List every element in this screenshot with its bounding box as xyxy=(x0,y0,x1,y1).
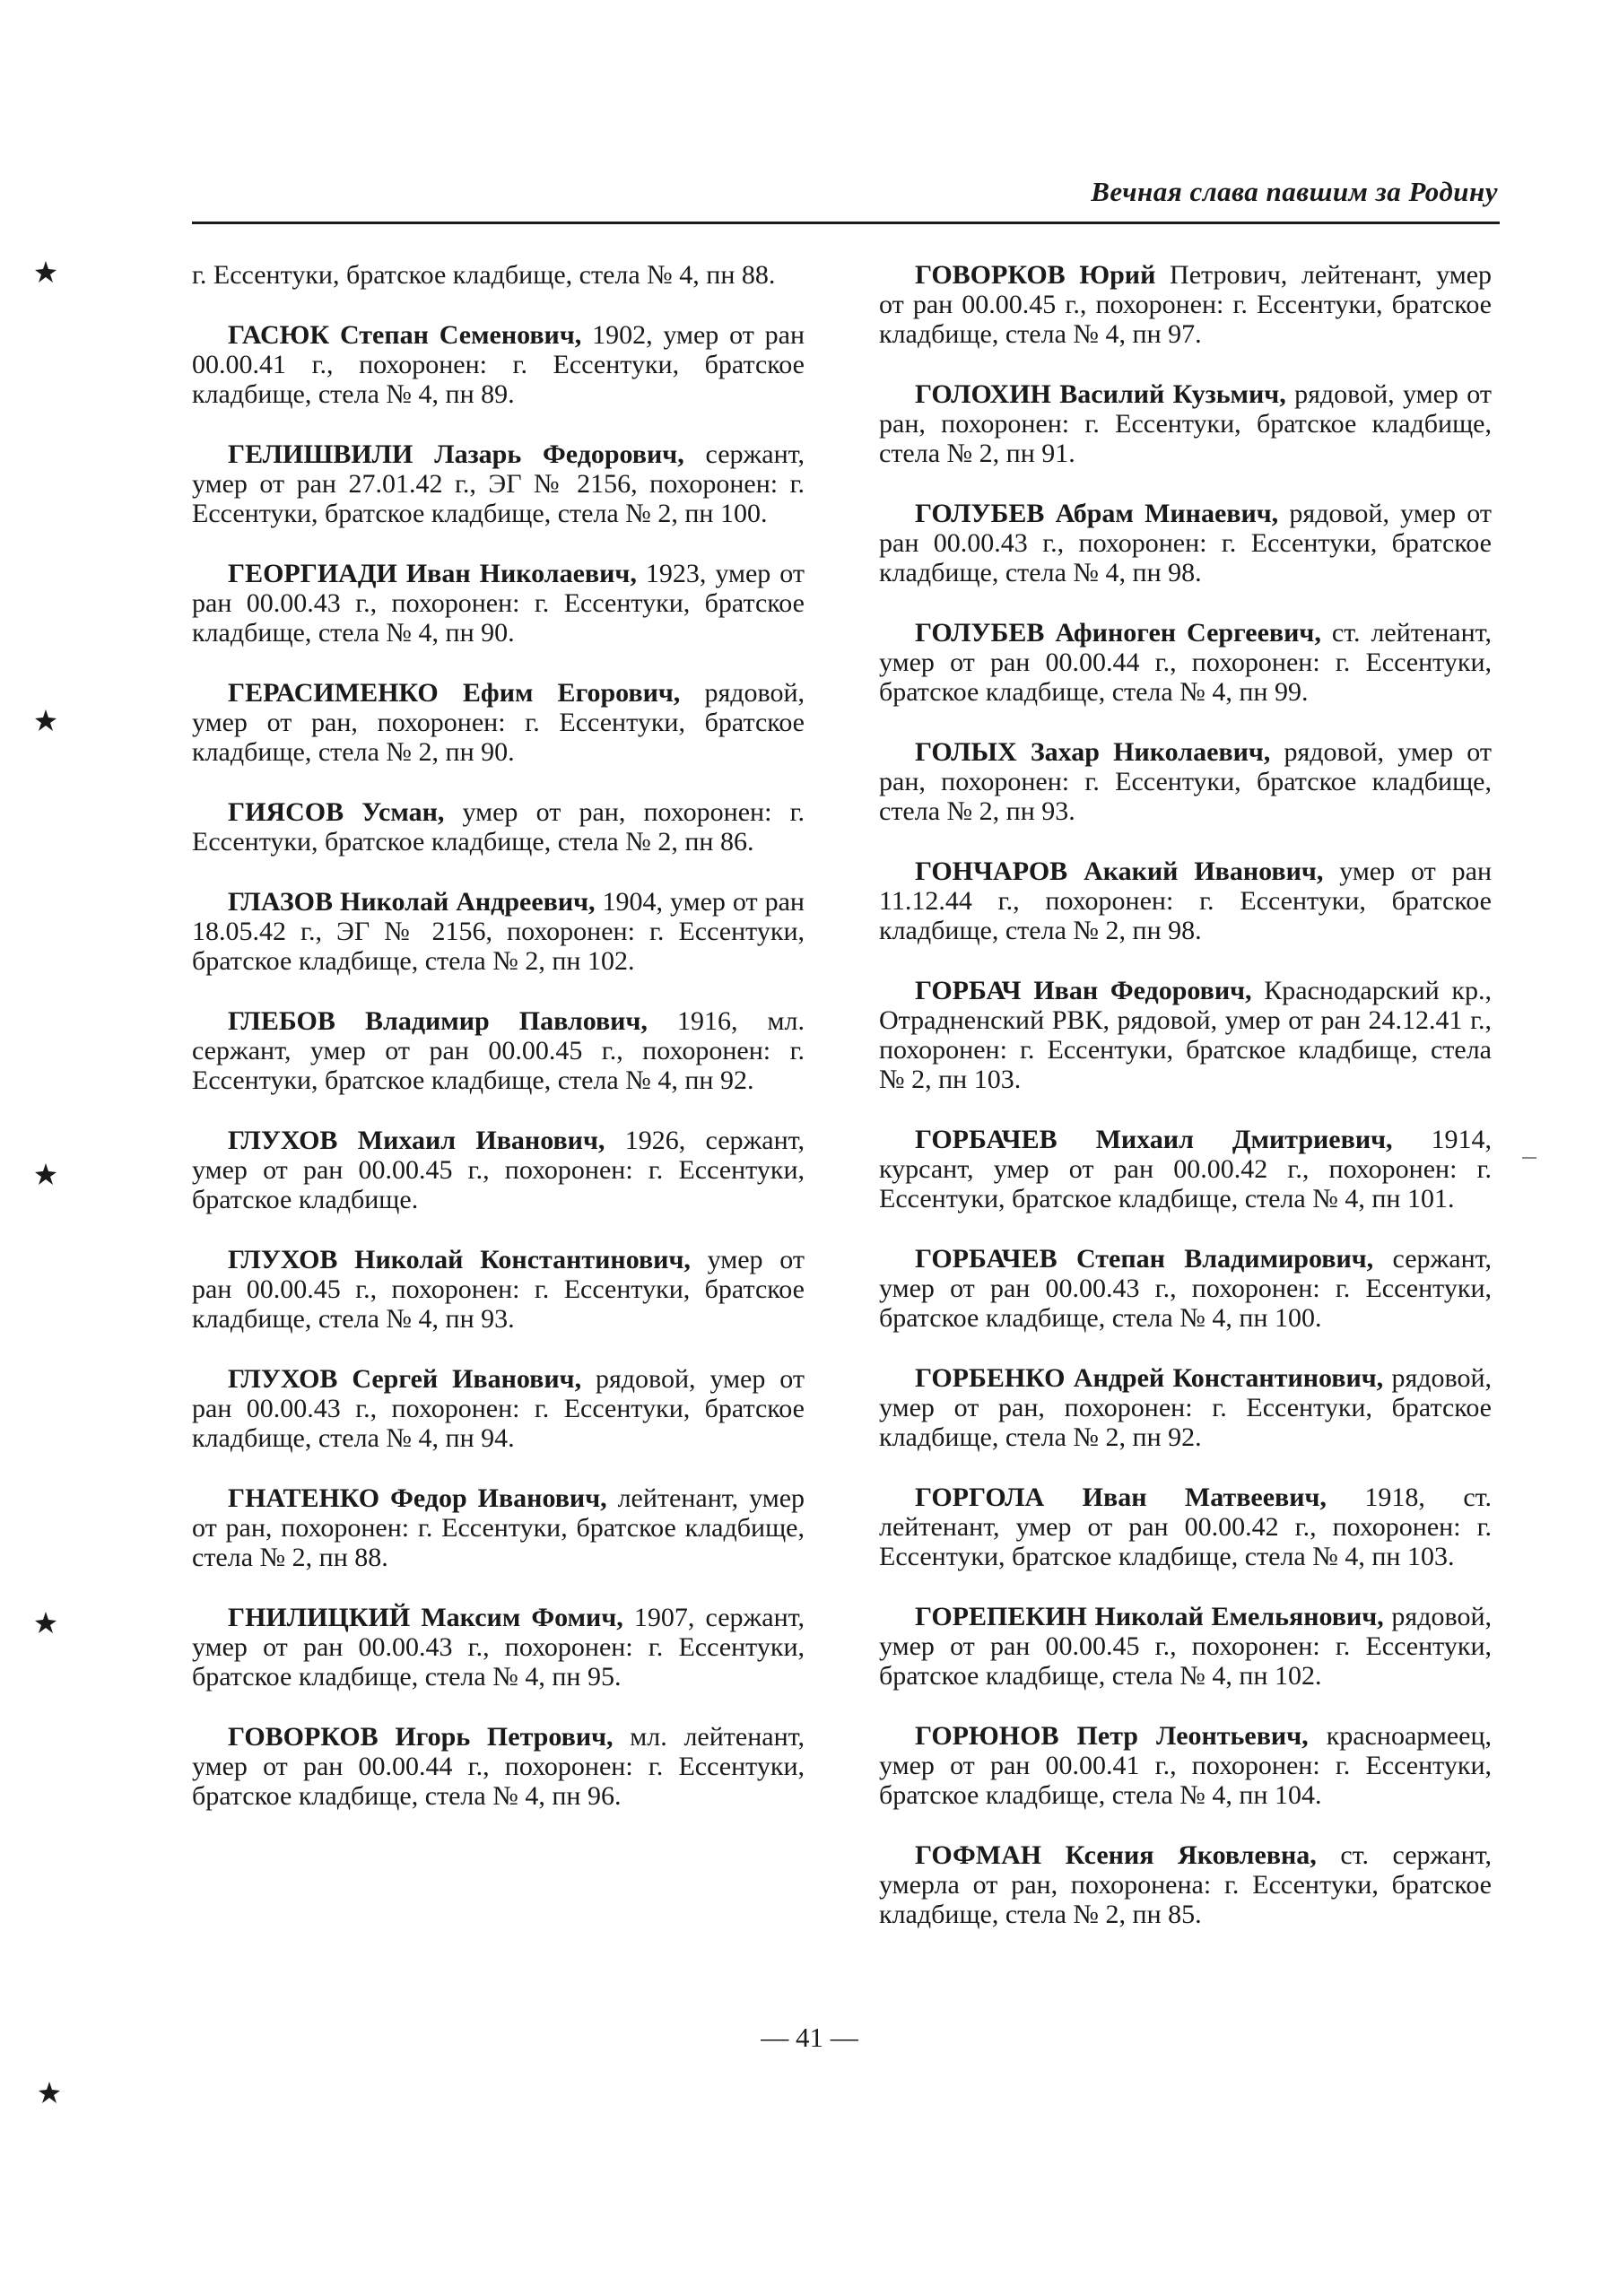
entry-given-names: Николай Емельянович, xyxy=(1094,1602,1384,1631)
entry-details: г. Ессентуки, братское кладбище, стела № 4, пн 88. xyxy=(192,260,776,290)
entry-surname: ГЛУХОВ xyxy=(228,1126,338,1155)
entry-surname: ГЕОРГИАДИ xyxy=(228,559,397,588)
right-column xyxy=(879,260,1492,1960)
register-entry xyxy=(879,976,1492,1094)
entry-surname: ГЛУХОВ xyxy=(228,1364,338,1394)
entry-surname: ГОВОРКОВ xyxy=(915,260,1066,290)
entry-surname: ГОРЮНОВ xyxy=(915,1721,1059,1751)
register-entry xyxy=(192,678,805,767)
register-entry xyxy=(192,439,805,528)
star-ornament-icon xyxy=(34,1611,57,1634)
entry-details: Краснодарский кр., Отрадненский РВК, рядовой, умер от ран 24.12.41 г., похоронен: г. Ессентуки, братское кладбище, стела № 2, пн 103. xyxy=(879,976,1492,1094)
register-entry xyxy=(879,260,1492,349)
star-ornament-icon xyxy=(34,709,57,732)
register-entry xyxy=(192,797,805,857)
entry-given-names: Ефим Егорович, xyxy=(462,678,681,708)
register-entry xyxy=(879,1125,1492,1213)
register-entry xyxy=(192,320,805,409)
entry-surname: ГЛЕБОВ xyxy=(228,1006,335,1036)
entry-surname: ГОЛЫХ xyxy=(915,737,1017,767)
entry-surname: ГОРБАЧ xyxy=(915,976,1022,1005)
entry-details: ст. лейтенант, умер от ран 00.00.44 г., похоронен: г. Ессентуки, братское кладбище, стела № 4, пн 99. xyxy=(879,618,1493,707)
entry-details: мл. лейтенант, умер от ран 00.00.44 г., похоронен: г. Ессентуки, братское кладбище, стела № 4, пн 96. xyxy=(192,1722,805,1811)
entry-given-names: Михаил Дмитриевич, xyxy=(1095,1125,1393,1154)
entry-surname: ГОЛОХИН xyxy=(915,379,1051,409)
register-entry xyxy=(192,1483,805,1572)
entry-surname: ГЕРАСИМЕНКО xyxy=(228,678,439,708)
entry-surname: ГЛАЗОВ xyxy=(228,887,334,917)
register-entry xyxy=(879,1363,1492,1452)
entry-given-names: Игорь Петрович, xyxy=(395,1722,614,1752)
entry-given-names: Акакий Иванович, xyxy=(1084,857,1324,886)
star-ornament-icon xyxy=(34,260,57,283)
entry-details: 1916, мл. сержант, умер от ран 00.00.45 г., похоронен: г. Ессентуки, братское кладбище, стела № 4, пн 92. xyxy=(192,1006,805,1095)
register-entry xyxy=(192,559,805,648)
entry-given-names: Сергей Иванович, xyxy=(352,1364,582,1394)
register-entry xyxy=(879,379,1492,468)
register-entry xyxy=(879,1483,1492,1571)
entry-details: рядовой, умер от ран, похоронен: г. Ессентуки, братское кладбище, стела № 2, пн 91. xyxy=(879,379,1493,468)
entry-given-names: Афиноген Сергеевич, xyxy=(1055,618,1321,648)
entry-surname: ГОВОРКОВ xyxy=(228,1722,379,1752)
register-entry xyxy=(192,1364,805,1453)
entry-given-names: Юрий xyxy=(1079,260,1156,290)
entry-given-names: Андрей Константинович, xyxy=(1073,1363,1384,1393)
register-entry xyxy=(879,618,1492,707)
entry-surname: ГОРБАЧЕВ xyxy=(915,1125,1058,1154)
entry-surname: ГОРБЕНКО xyxy=(915,1363,1066,1393)
entry-surname: ГОЛУБЕВ xyxy=(915,618,1045,648)
register-entry xyxy=(192,1603,805,1692)
entry-surname: ГАСЮК xyxy=(228,320,330,350)
entry-details: умер от ран, похоронен: г. Ессентуки, братское кладбище, стела № 2, пн 86. xyxy=(192,797,805,857)
entry-details: сержант, умер от ран 00.00.43 г., похоронен: г. Ессентуки, братское кладбище, стела № 4, пн 100. xyxy=(879,1244,1493,1333)
register-entry xyxy=(879,1602,1492,1691)
entry-details: умер от ран 11.12.44 г., похоронен: г. Ессентуки, братское кладбище, стела № 2, пн 98. xyxy=(879,857,1492,945)
entry-details: рядовой, умер от ран 00.00.43 г., похоронен: г. Ессентуки, братское кладбище, стела № 4, пн 98. xyxy=(879,499,1492,587)
register-entry xyxy=(192,1722,805,1811)
entry-given-names: Максим Фомич, xyxy=(421,1603,623,1632)
entry-details: умер от ран 00.00.45 г., похоронен: г. Ессентуки, братское кладбище, стела № 4, пн 93. xyxy=(192,1245,805,1334)
entry-details: рядовой, умер от ран 00.00.43 г., похоронен: г. Ессентуки, братское кладбище, стела № 4, пн 94. xyxy=(192,1364,805,1453)
entry-given-names: Усман, xyxy=(361,797,445,827)
entry-given-names: Михаил Иванович, xyxy=(357,1126,605,1155)
entry-surname: ГЛУХОВ xyxy=(228,1245,338,1274)
register-entry xyxy=(879,1840,1492,1929)
left-column xyxy=(192,260,805,1841)
entry-details: 1926, сержант, умер от ран 00.00.45 г., похоронен: г. Ессентуки, братское кладбище. xyxy=(192,1126,805,1214)
register-entry xyxy=(879,1721,1492,1810)
entry-given-names: Владимир Павлович, xyxy=(364,1006,648,1036)
entry-details: рядовой, умер от ран, похоронен: г. Ессентуки, братское кладбище, стела № 2, пн 92. xyxy=(879,1363,1493,1452)
entry-details: красноармеец, умер от ран 00.00.41 г., похоронен: г. Ессентуки, братское кладбище, стела № 4, пн 104. xyxy=(879,1721,1493,1810)
register-entry xyxy=(192,260,805,290)
entry-surname: ГОРЕПЕКИН xyxy=(915,1602,1087,1631)
entry-surname: ГОРБАЧЕВ xyxy=(915,1244,1058,1274)
entry-surname: ГОФМАН xyxy=(915,1840,1042,1870)
entry-details: 1914, курсант, умер от ран 00.00.42 г., похоронен: г. Ессентуки, братское кладбище, стела № 4, пн 101. xyxy=(879,1125,1493,1213)
entry-details: 1918, ст. лейтенант, умер от ран 00.00.42 г., похоронен: г. Ессентуки, братское кладбище, стела № 4, пн 103. xyxy=(879,1483,1492,1571)
register-entry xyxy=(879,857,1492,945)
register-entry xyxy=(192,1126,805,1214)
entry-details: 1907, сержант, умер от ран 00.00.43 г., похоронен: г. Ессентуки, братское кладбище, стела № 4, пн 95. xyxy=(192,1603,805,1692)
header-rule xyxy=(192,222,1500,224)
entry-details: сержант, умер от ран 27.01.42 г., ЭГ № 2156, похоронен: г. Ессентуки, братское кладбище, стела № 2, пн 100. xyxy=(192,439,805,528)
entry-details: Петрович, лейтенант, умер от ран 00.00.45 г., похоронен: г. Ессентуки, братское кладбище, стела № 4, пн 97. xyxy=(879,260,1493,349)
entry-given-names: Иван Николаевич, xyxy=(405,559,637,588)
register-entry xyxy=(879,1244,1492,1333)
register-entry xyxy=(879,499,1492,587)
entry-surname: ГНАТЕНКО xyxy=(228,1483,380,1513)
page-number: — 41 — xyxy=(761,2022,858,2053)
entry-given-names: Абрам Минаевич, xyxy=(1055,499,1279,528)
entry-surname: ГОРГОЛА xyxy=(915,1483,1045,1512)
star-ornament-icon xyxy=(34,1162,57,1186)
entry-surname: ГНИЛИЦКИЙ xyxy=(228,1603,411,1632)
entry-details: 1923, умер от ран 00.00.43 г., похоронен: г. Ессентуки, братское кладбище, стела № 4, пн 90. xyxy=(192,559,805,648)
entry-details: рядовой, умер от ран, похоронен: г. Ессентуки, братское кладбище, стела № 2, пн 90. xyxy=(192,678,805,767)
edge-mark xyxy=(1522,1157,1536,1159)
entry-surname: ГОНЧАРОВ xyxy=(915,857,1068,886)
entry-details: 1902, умер от ран 00.00.41 г., похоронен: г. Ессентуки, братское кладбище, стела № 4, пн 89. xyxy=(192,320,805,409)
entry-surname: ГЕЛИШВИЛИ xyxy=(228,439,413,469)
entry-given-names: Петр Леонтьевич, xyxy=(1076,1721,1309,1751)
running-title: Вечная слава павшим за Родину xyxy=(1091,176,1498,207)
entry-given-names: Василий Кузьмич, xyxy=(1059,379,1286,409)
register-entry xyxy=(192,1245,805,1334)
star-ornament-icon xyxy=(38,2081,61,2104)
entry-surname: ГИЯСОВ xyxy=(228,797,344,827)
entry-given-names: Иван Федорович, xyxy=(1033,976,1252,1005)
entry-given-names: Степан Семенович, xyxy=(340,320,582,350)
entry-details: лейтенант, умер от ран, похоронен: г. Ессентуки, братское кладбище, стела № 2, пн 88. xyxy=(192,1483,805,1572)
register-entry xyxy=(192,887,805,976)
entry-given-names: Лазарь Федорович, xyxy=(434,439,684,469)
entry-given-names: Николай Константинович, xyxy=(354,1245,691,1274)
entry-given-names: Николай Андреевич, xyxy=(340,887,596,917)
entry-details: ст. сержант, умерла от ран, похоронена: г. Ессентуки, братское кладбище, стела № 2, пн 85. xyxy=(879,1840,1492,1929)
entry-given-names: Ксения Яковлевна, xyxy=(1065,1840,1317,1870)
entry-details: рядовой, умер от ран 00.00.45 г., похоронен: г. Ессентуки, братское кладбище, стела № 4, пн 102. xyxy=(879,1602,1493,1691)
entry-given-names: Степан Владимирович, xyxy=(1076,1244,1374,1274)
entry-given-names: Федор Иванович, xyxy=(390,1483,607,1513)
entry-given-names: Иван Матвеевич, xyxy=(1082,1483,1327,1512)
register-entry xyxy=(879,737,1492,826)
entry-surname: ГОЛУБЕВ xyxy=(915,499,1045,528)
entry-details: 1904, умер от ран 18.05.42 г., ЭГ № 2156, похоронен: г. Ессентуки, братское кладбище, стела № 2, пн 102. xyxy=(192,887,805,976)
entry-details: рядовой, умер от ран, похоронен: г. Ессентуки, братское кладбище, стела № 2, пн 93. xyxy=(879,737,1493,826)
register-entry xyxy=(192,1006,805,1095)
entry-given-names: Захар Николаевич, xyxy=(1030,737,1271,767)
